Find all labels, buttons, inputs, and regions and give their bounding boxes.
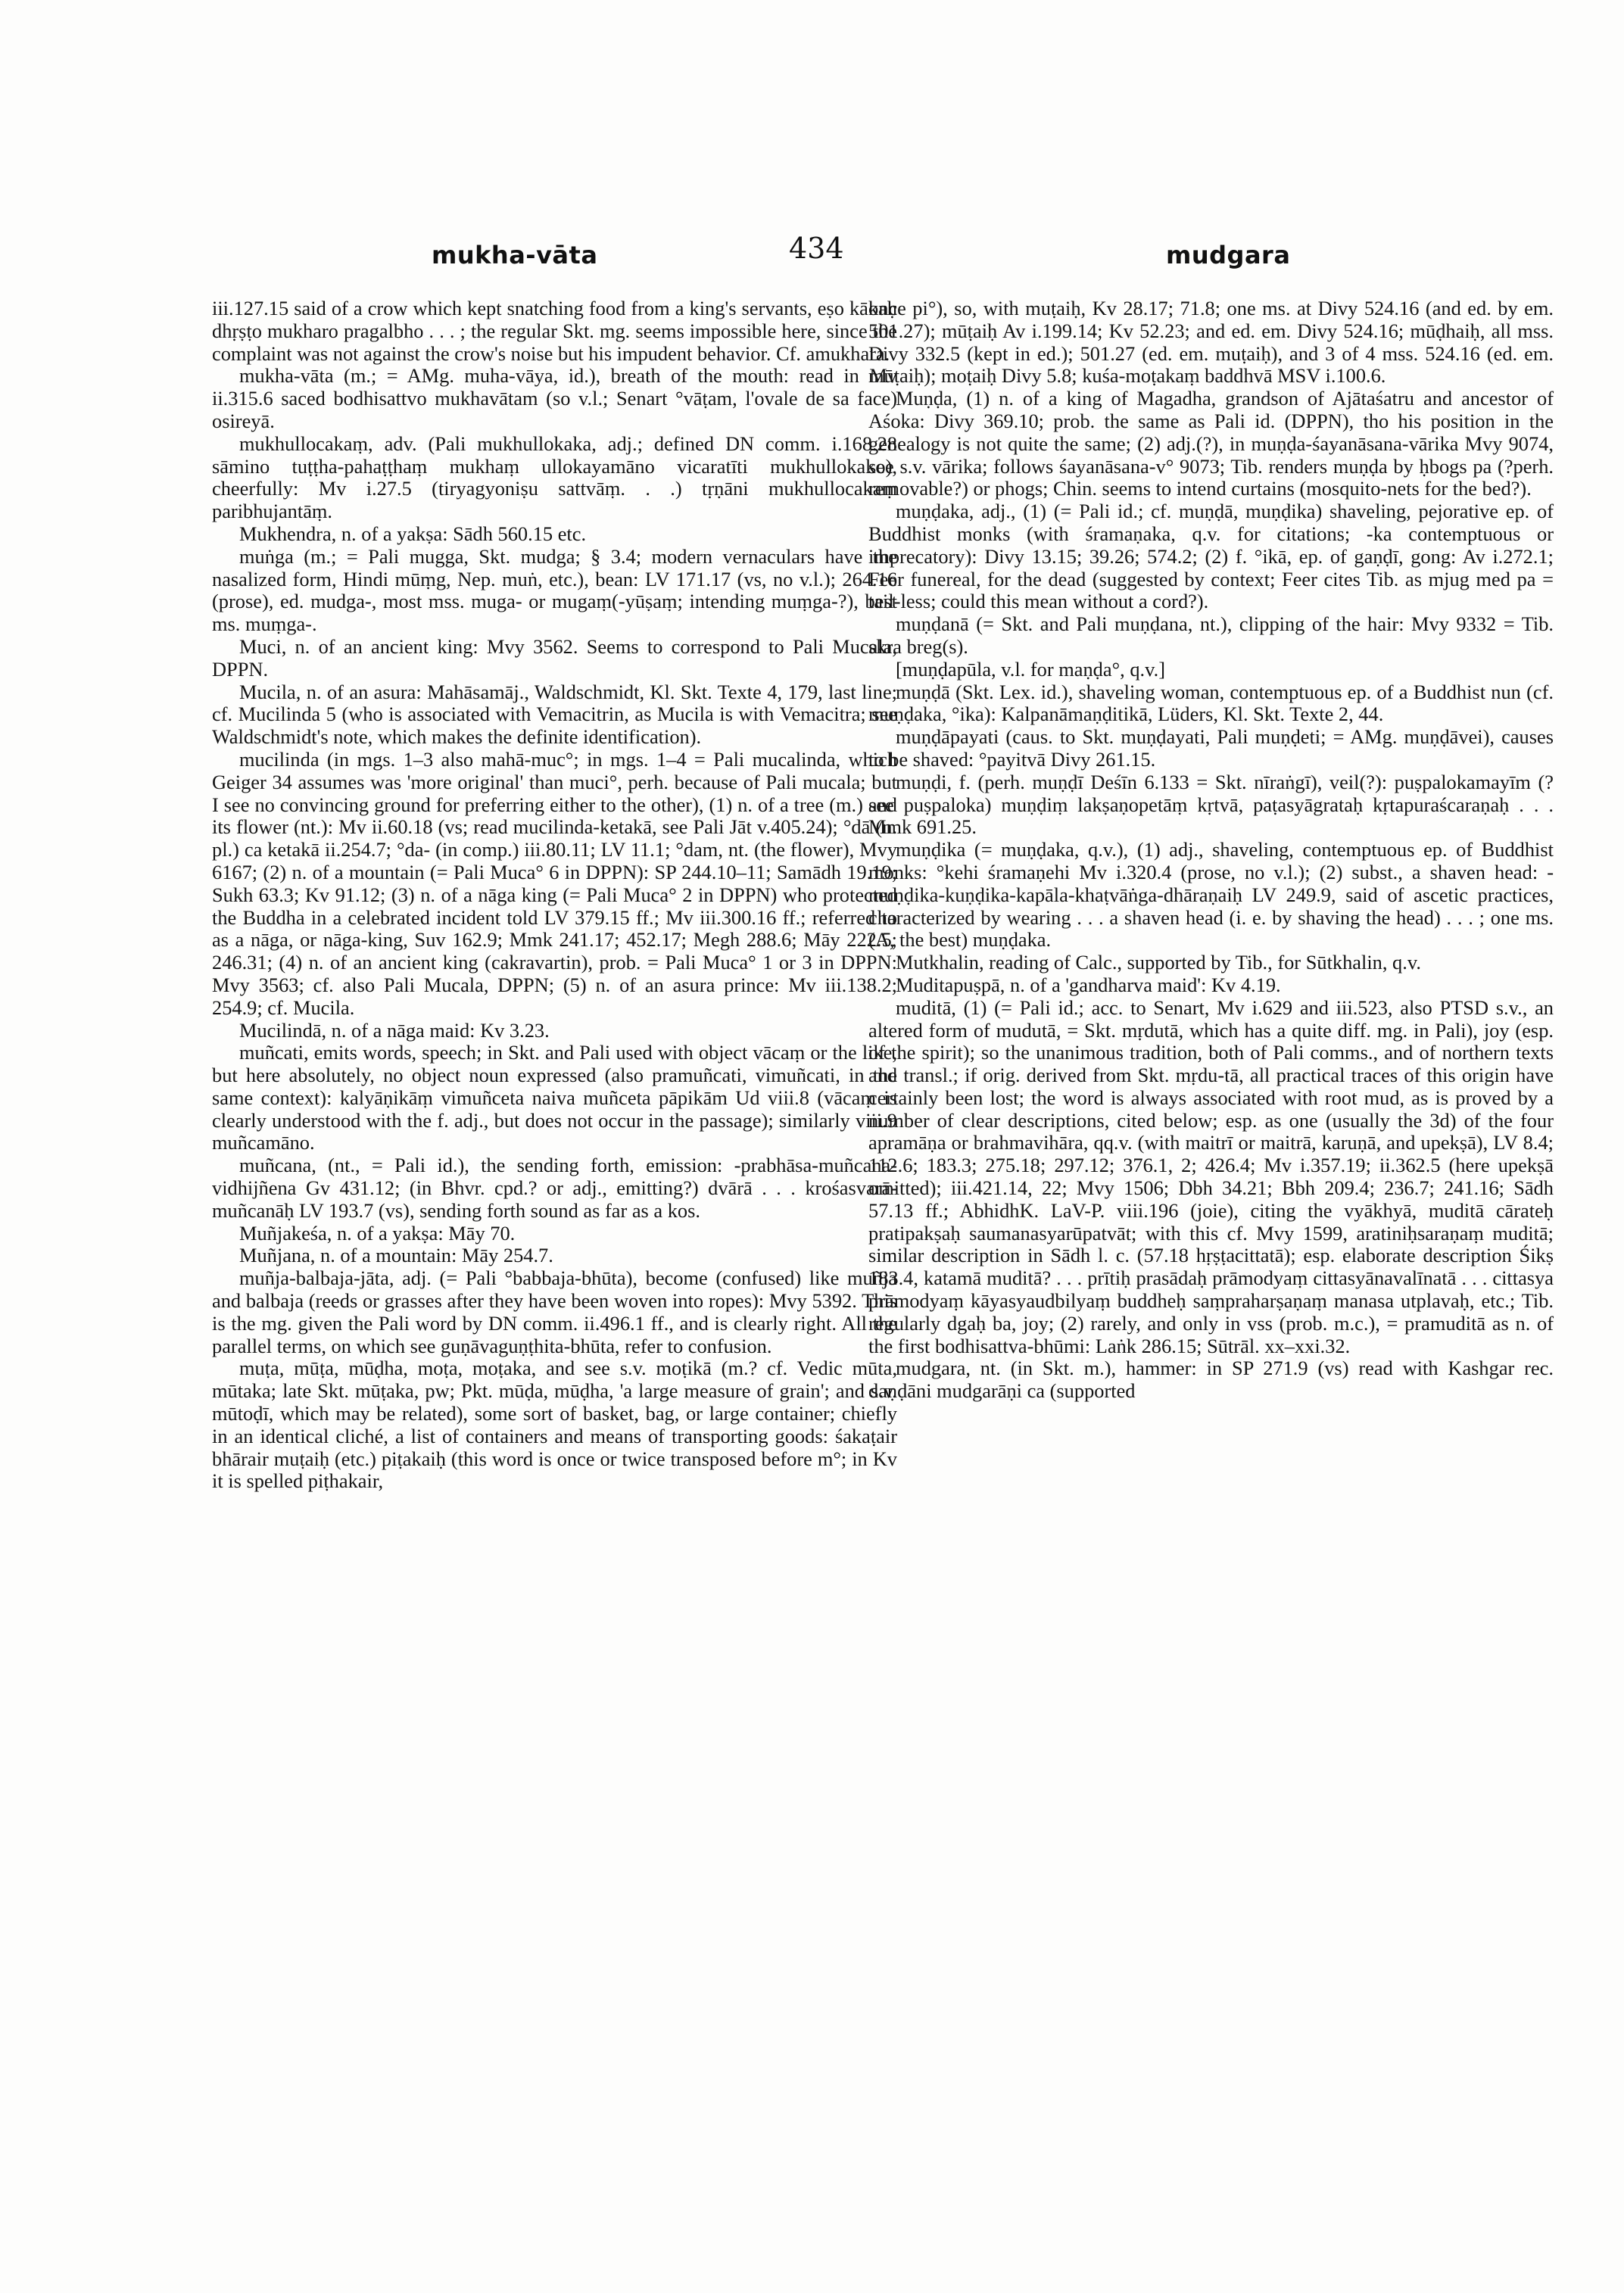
entry-mukha-vata: mukha-vāta (m.; = AMg. muha-vāya, id.), breath of the mouth: read in Mv ii.315.6 saced bodhisattvo mukhavātam (so v.l.; Senart °vāṭam, l'ovale de sa face) osireyā. [212, 364, 897, 432]
right-running-headword: mudgara [1166, 241, 1291, 269]
entry-mucilinda: mucilinda (in mgs. 1–3 also mahā-muc°; in mgs. 1–4 = Pali mucalinda, which Geiger 34 assumes was 'more original' than muci°, perh. because of Pali mucala; but I see no convincing ground for preferring either to the other), (1) n. of a tree (m.) and its flower (nt.): Mv ii.60.18 (vs; read mucilinda-ketakā, see Pali Jāt v.405.24); °dā (n. pl.) ca ketakā ii.254.7; °da- (in comp.) iii.80.11; LV 11.1; °dam, nt. (the flower), Mvy 6167; (2) n. of a mountain (= Pali Muca° 6 in DPPN): SP 244.10–11; Samādh 19.19; Sukh 63.3; Kv 91.12; (3) n. of a nāga king (= Pali Muca° 2 in DPPN) who protected the Buddha in a celebrated incident told LV 379.15 ff.; Mv iii.300.16 ff.; referred to as a nāga, or nāga-king, Suv 162.9; Mmk 241.17; 452.17; Megh 288.6; Māy 222.5; 246.31; (4) n. of an ancient king (cakravartin), prob. = Pali Muca° 1 or 3 in DPPN: Mvy 3563; cf. also Pali Mucala, DPPN; (5) n. of an asura prince: Mv iii.138.2; 254.9; cf. Mucila. [212, 747, 897, 1019]
entry-mundapayati: muṇḍāpayati (caus. to Skt. muṇḍayati, Pali muṇḍeti; = AMg. muṇḍāvei), causes to be shaved: °payitvā Divy 261.15. [868, 725, 1554, 771]
entry-munjana: Muñjana, n. of a mountain: Māy 254.7. [239, 1244, 553, 1267]
entry-mundana: muṇḍanā (= Skt. and Pali muṇḍana, nt.), clipping of the hair: Mvy 9332 = Tib. skra breg(s). [868, 612, 1554, 658]
entry-munda: Muṇḍa, (1) n. of a king of Magadha, grandson of Ajātaśatru and ancestor of Aśoka: Divy 369.10; prob. the same as Pali id. (DPPN), tho his position in the genealogy is not quite the same; (2) adj.(?), in muṇḍa-śayanāsana-vārika Mvy 9074, see s.v. vārika; follows śayanāsana-v° 9073; Tib. renders muṇḍa by ḥbogs pa (?perh. removable?) or phogs; Chin. seems to intend curtains (mosquito-nets for the bed?). [868, 387, 1554, 500]
entry-mudita: muditā, (1) (= Pali id.; acc. to Senart, Mv i.629 and iii.523, also PTSD s.v., an altered form of mudutā, = Skt. mṛdutā, which has a quite diff. mg. in Pali), joy (esp. of the spirit); so the unanimous tradition, both of Pali comms., and of northern texts and transl.; if orig. derived from Skt. mṛdu-tā, all practical traces of this origin have certainly been lost; the word is always associated with root mud, as is proved by a number of clear descriptions, cited below; esp. as one (usually the 3d) of the four apramāṇa or brahmavihāra, qq.v. (with maitrī or maitrā, karuṇā, and upekṣā), LV 8.4; 112.6; 183.3; 275.18; 297.12; 376.1, 2; 426.4; Mv i.357.19; ii.362.5 (here upekṣā omitted); iii.421.14, 22; Mvy 1506; Dbh 34.21; Bbh 209.4; 236.7; 241.16; Sādh 57.13 ff.; AbhidhK. LaV-P. viii.196 (joie), citing the vyākhyā, muditā cārateḥ pratipakṣaḥ saumanasyarūpatvāt; with this cf. Mvy 1599, aratiniḥsaraṇaṃ muditā; similar description in Sādh l. c. (57.18 hṛṣṭacittatā); esp. elaborate description Śikṣ 183.4, katamā muditā? . . . prītiḥ prasādaḥ prāmodyaṃ cittasyānavalīnatā . . . cittasya prāmodyaṃ kāyasyaudbilyaṃ buddheḥ saṃpraharṣaṇaṃ manasa utplavaḥ, etc.; Tib. regularly dgaḥ ba, joy; (2) rarely, and only in vss (prob. m.c.), = pramuditā as n. of the first bodhisattva-bhūmi: Laṅk 286.15; Sūtrāl. xx–xxi.32. [868, 995, 1554, 1357]
entry-mutkhalin: Mutkhalin, reading of Calc., supported by Tib., for Sūtkhalin, q.v. [896, 951, 1421, 974]
entry-mukhullocakam: mukhullocakaṃ, adv. (Pali mukhullokaka, adj.; defined DN comm. i.168.28 sāmino tuṭṭha-pahaṭṭhaṃ mukhaṃ ullokayamāno vicaratīti mukhullokako), cheerfully: Mv i.27.5 (tiryagyoniṣu sattvāṃ. . .) tṛṇāni mukhullocakaṃ paribhujantāṃ. [212, 431, 897, 523]
entry-munja-balbaja-jata: muñja-balbaja-jāta, adj. (= Pali °babbaja-bhūta), become (confused) like muñja and balbaja (reeds or grasses after they have been woven into ropes): Mvy 5392. This is the mg. given the Pali word by DN comm. ii.496.1 ff., and is clearly right. All the parallel terms, on which see guṇāvaguṇṭhita-bhūta, refer to confusion. [212, 1266, 897, 1357]
entry-continuation: once pi°), so, with muṭaiḥ, Kv 28.17; 71.8; one ms. at Divy 524.16 (and ed. by em. 501.27); mūṭaiḥ Av i.199.14; Kv 52.23; and ed. em. Divy 524.16; mūḍhaiḥ, all mss. Divy 332.5 (kept in ed.); 501.27 (ed. em. muṭaiḥ), and 3 of 4 mss. 524.16 (ed. em. mūṭaiḥ); moṭaiḥ Divy 5.8; kuśa-moṭakaṃ baddhvā MSV i.100.6. [868, 297, 1554, 388]
entry-muci: Muci, n. of an ancient king: Mvy 3562. Seems to correspond to Pali Mucala, DPPN. [212, 634, 897, 681]
left-column [212, 298, 897, 1493]
entry-muncati: muñcati, emits words, speech; in Skt. and Pali used with object vācaṃ or the like, but here absolutely, no object noun expressed (also pramuñcati, vimuñcati, in the same context): kalyāṇikāṃ vimuñceta naiva muñceta pāpikām Ud viii.8 (vācaṃ is clearly understood with the f. adj., but does not occur in the passage); similarly viii.9 muñcamāno. [212, 1041, 897, 1154]
entry-mucila: Mucila, n. of an asura: Mahāsamāj., Waldschmidt, Kl. Skt. Texte 4, 179, last line; cf. Mucilinda 5 (who is associated with Vemacitrin, as Mucila is with Vemacitra; see Waldschmidt's note, which makes the definite identification). [212, 680, 897, 749]
entry-mundika: muṇḍika (= muṇḍaka, q.v.), (1) adj., shaveling, contemptuous ep. of Buddhist monks: °kehi śramaṇehi Mv i.320.4 (prose, no v.l.); (2) subst., a shaven head: -muṇḍika-kuṇḍika-kapāla-khaṭvāṅga-dhāraṇaiḥ LV 249.9, said of ascetic practices, characterized by wearing . . . a shaven head (i. e. by shaving the head) . . . ; one ms. (A, the best) muṇḍaka. [868, 838, 1554, 952]
entry-munjakesa: Muñjakeśa, n. of a yakṣa: Māy 70. [239, 1221, 516, 1245]
entry-mudgara: mudgara, nt. (in Skt. m.), hammer: in SP 271.9 (vs) read with Kashgar rec. daṇḍāni mudgarāṇi ca (supported [868, 1357, 1554, 1403]
page-number: 434 [789, 232, 844, 265]
entry-mundaka: muṇḍaka, adj., (1) (= Pali id.; cf. muṇḍā, muṇḍika) shaveling, pejorative ep. of Buddhist monks (with śramaṇaka, q.v. for citations; -ka contemptuous or imprecatory): Divy 13.15; 39.26; 574.2; (2) f. °ikā, ep. of gaṇḍī, gong: Av i.272.1; Feer funereal, for the dead (suggested by context; Feer cites Tib. as mjug med pa = tail-less; could this mean without a cord?). [868, 500, 1554, 613]
entry-continuation: iii.127.15 said of a crow which kept snatching food from a king's servants, eṣo kākaḥ dhṛṣṭo mukharo pragalbho . . . ; the regular Skt. mg. seems impossible here, since the complaint was not against the crow's noise but his impudent behavior. Cf. amukhara. [212, 297, 897, 365]
entry-munda-woman: muṇḍā (Skt. Lex. id.), shaveling woman, contemptuous ep. of a Buddhist nun (cf. muṇḍaka, °ika): Kalpanāmaṇḍitikā, Lüders, Kl. Skt. Texte 2, 44. [868, 680, 1554, 726]
entry-mundi: muṇḍi, f. (perh. muṇḍī Deśīn 6.133 = Skt. nīraṅgī), veil(?): puṣpalokamayīm (? see puṣpaloka) muṇḍiṃ lakṣaṇopetāṃ kṛtvā, paṭasyāgrataḥ kṛtapuraścaraṇaḥ . . . Mmk 691.25. [868, 770, 1554, 839]
entry-mukhendra: Mukhendra, n. of a yakṣa: Sādh 560.15 etc. [239, 522, 587, 545]
left-running-headword: mukha-vāta [432, 241, 598, 269]
entry-muta: muṭa, mūṭa, mūḍha, moṭa, moṭaka, and see s.v. moṭikā (m.? cf. Vedic mūta, mūtaka; late Skt. mūṭaka, pw; Pkt. mūḍa, mūḍha, 'a large measure of grain'; and s.v. mūtoḍī, which may be related), some sort of basket, bag, or large container; chiefly in an identical cliché, a list of containers and means of transporting goods: śakaṭair bhārair muṭaiḥ (etc.) piṭakaiḥ (this word is once or twice transposed before m°; in Kv it is spelled piṭhakair, [212, 1357, 897, 1493]
entry-munga: muṅga (m.; = Pali mugga, Skt. mudga; § 3.4; modern vernaculars have the nasalized form, Hindi mūṃg, Nep. muṅ, etc.), bean: LV 171.17 (vs, no v.l.); 264.16 (prose), ed. mudga-, most mss. muga- or mugaṃ(-yūṣaṃ; intending muṃga-?), best ms. muṃga-. [212, 544, 897, 636]
entry-mundapula: [muṇḍapūla, v.l. for maṇḍa°, q.v.] [896, 657, 1165, 681]
entry-mucilinda-naga-maid: Mucilindā, n. of a nāga maid: Kv 3.23. [239, 1018, 550, 1042]
entry-muncana: muñcana, (nt., = Pali id.), the sending forth, emission: -prabhāsa-muñcana-vidhijñena Gv 431.12; (in Bhvr. cpd.? or adj., emitting?) dvārā . . . krośasvarā-muñcanāḥ LV 193.7 (vs), sending forth sound as far as a kos. [212, 1154, 897, 1222]
right-column [868, 298, 1554, 1403]
entry-muditapuspa: Muditapuṣpā, n. of a 'gandharva maid': Kv 4.19. [896, 973, 1281, 996]
